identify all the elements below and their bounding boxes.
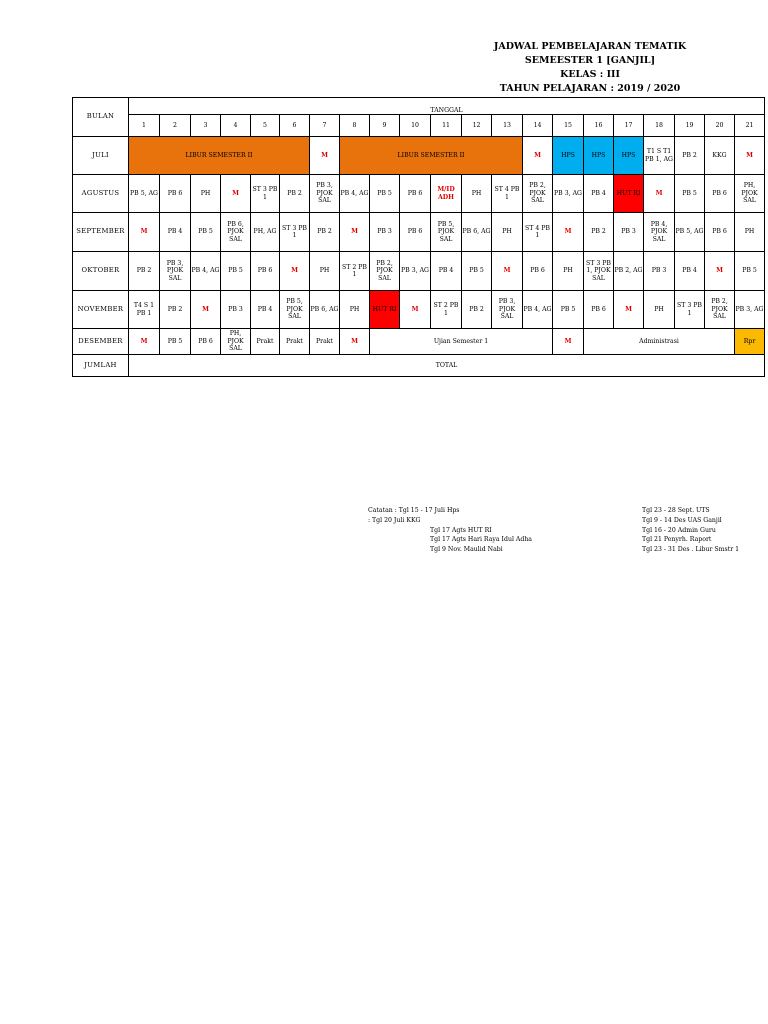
day-header: 6	[280, 115, 310, 137]
schedule-cell: PB 5	[191, 213, 221, 252]
schedule-cell: PB 6	[191, 329, 221, 355]
note-line: Tgl 17 Agts HUT RI	[430, 526, 492, 534]
month-label: DESEMBER	[73, 329, 129, 355]
schedule-cell: PH	[735, 213, 765, 252]
day-header: 7	[310, 115, 340, 137]
schedule-cell: Prakt	[310, 329, 340, 355]
schedule-cell: PB 4	[584, 175, 614, 213]
schedule-cell: PH	[191, 175, 221, 213]
schedule-cell: ST 3 PB 1	[280, 213, 310, 252]
header-tanggal: TANGGAL	[129, 98, 765, 115]
schedule-cell: M	[705, 252, 735, 291]
schedule-cell: PB 6	[160, 175, 191, 213]
schedule-cell: HUT RI	[614, 175, 644, 213]
note-line: Tgl 9 - 14 Des UAS Ganjil	[642, 516, 722, 524]
day-header: 18	[644, 115, 675, 137]
schedule-cell: PB 2	[462, 291, 492, 329]
schedule-cell: PB 5	[553, 291, 584, 329]
day-header: 19	[675, 115, 705, 137]
schedule-cell: PB 2, AG	[614, 252, 644, 291]
schedule-cell: PB 2	[160, 291, 191, 329]
schedule-cell: PB 6, PJOK SAL	[221, 213, 251, 252]
schedule-cell: HUT RI	[370, 291, 400, 329]
schedule-cell: ST 3 PB 1	[675, 291, 705, 329]
note-line: : Tgl 20 Juli KKG	[368, 516, 421, 524]
schedule-cell: PB 4	[431, 252, 462, 291]
schedule-cell: LIBUR SEMESTER II	[340, 137, 523, 175]
schedule-cell: PB 4, AG	[191, 252, 221, 291]
day-header: 4	[221, 115, 251, 137]
schedule-cell: PB 3	[644, 252, 675, 291]
schedule-cell: PB 3, AG	[553, 175, 584, 213]
schedule-cell: PB 6	[400, 213, 431, 252]
schedule-cell: PB 6	[584, 291, 614, 329]
schedule-cell: M	[191, 291, 221, 329]
schedule-cell: M	[129, 213, 160, 252]
schedule-cell: M	[280, 252, 310, 291]
schedule-cell: PB 5, PJOK SAL	[431, 213, 462, 252]
day-header: 11	[431, 115, 462, 137]
schedule-cell: PB 2	[675, 137, 705, 175]
table-row	[73, 291, 765, 329]
schedule-cell: ST 4 PB 1	[523, 213, 553, 252]
schedule-cell: ST 3 PB 1	[251, 175, 280, 213]
schedule-cell: PB 5	[160, 329, 191, 355]
schedule-cell: PB 2	[310, 213, 340, 252]
schedule-cell: M	[644, 175, 675, 213]
schedule-cell: M	[492, 252, 523, 291]
day-header: 10	[400, 115, 431, 137]
schedule-cell: PB 5	[221, 252, 251, 291]
schedule-cell: Prakt	[280, 329, 310, 355]
title-line-2: SEMEESTER 1 [GANJIL]	[524, 55, 656, 66]
day-header: 5	[251, 115, 280, 137]
table-row	[73, 213, 765, 252]
schedule-cell: PB 5, AG	[129, 175, 160, 213]
schedule-cell: Ujian Semester 1	[370, 329, 553, 355]
schedule-cell: PH, PJOK SAL	[735, 175, 765, 213]
schedule-cell: PB 3, PJOK SAL	[492, 291, 523, 329]
month-label: AGUSTUS	[73, 175, 129, 213]
schedule-cell: PB 6	[400, 175, 431, 213]
schedule-cell: PB 3	[614, 213, 644, 252]
schedule-cell: PB 2	[584, 213, 614, 252]
schedule-cell: M	[553, 213, 584, 252]
schedule-cell: PB 6, AG	[310, 291, 340, 329]
schedule-cell: PB 4	[160, 213, 191, 252]
schedule-cell: PB 4, AG	[340, 175, 370, 213]
schedule-cell: T1 S T1 PB 1, AG	[644, 137, 675, 175]
schedule-cell: M	[614, 291, 644, 329]
schedule-cell: PB 4	[675, 252, 705, 291]
schedule-cell: PB 3, PJOK SAL	[310, 175, 340, 213]
schedule-cell: PB 5	[370, 175, 400, 213]
day-header: 17	[614, 115, 644, 137]
title-line-4: TAHUN PELAJARAN : 2019 / 2020	[499, 83, 681, 94]
schedule-cell: PB 3, AG	[735, 291, 765, 329]
day-header: 8	[340, 115, 370, 137]
day-header: 2	[160, 115, 191, 137]
schedule-cell: PB 4, PJOK SAL	[644, 213, 675, 252]
schedule-cell: PB 3	[221, 291, 251, 329]
schedule-cell: HPS	[584, 137, 614, 175]
note-line: Catatan : Tgl 15 - 17 Juli Hps	[368, 507, 460, 514]
schedule-cell: LIBUR SEMESTER II	[129, 137, 310, 175]
schedule-cell: T4 S 1 PB 1	[129, 291, 160, 329]
note-line: Tgl 16 - 20 Admin Guru	[642, 526, 716, 534]
schedule-cell: PH	[492, 213, 523, 252]
day-header: 21	[735, 115, 765, 137]
schedule-cell: PB 3	[370, 213, 400, 252]
schedule-cell: PB 5	[675, 175, 705, 213]
note-line: Tgl 21 Penyrh. Raport	[642, 536, 712, 544]
schedule-cell: M	[129, 329, 160, 355]
day-header: 20	[705, 115, 735, 137]
schedule-cell: PB 5	[462, 252, 492, 291]
schedule-cell: PH	[553, 252, 584, 291]
schedule-cell: PB 6	[251, 252, 280, 291]
schedule-cell: PB 2	[129, 252, 160, 291]
schedule-cell: PB 2, PJOK SAL	[370, 252, 400, 291]
schedule-cell: ST 2 PB 1	[340, 252, 370, 291]
table-row	[73, 329, 765, 355]
schedule-cell: Prakt	[251, 329, 280, 355]
month-label: JULI	[73, 137, 129, 175]
schedule-cell: PH, PJOK SAL	[221, 329, 251, 355]
total-cell: TOTAL	[129, 355, 765, 377]
schedule-cell: PB 4	[251, 291, 280, 329]
table-row	[73, 175, 765, 213]
month-label: NOVEMBER	[73, 291, 129, 329]
day-header: 9	[370, 115, 400, 137]
table-row	[73, 252, 765, 291]
schedule-cell: ST 4 PB 1	[492, 175, 523, 213]
title-line-3: KELAS : III	[560, 69, 620, 80]
schedule-cell: PB 2, PJOK SAL	[705, 291, 735, 329]
schedule-cell: PB 5, PJOK SAL	[280, 291, 310, 329]
schedule-cell: PB 5, AG	[675, 213, 705, 252]
schedule-cell: M	[340, 329, 370, 355]
jumlah-label: JUMLAH	[73, 355, 129, 377]
schedule-cell: HPS	[614, 137, 644, 175]
schedule-cell: ST 3 PB 1, PJOK SAL	[584, 252, 614, 291]
schedule-cell: PH	[644, 291, 675, 329]
note-line: Tgl 23 - 31 Des . Libur Smstr 1	[642, 546, 740, 554]
day-header: 12	[462, 115, 492, 137]
schedule-cell: M	[221, 175, 251, 213]
day-header: 15	[553, 115, 584, 137]
day-header: 1	[129, 115, 160, 137]
schedule-cell: M	[553, 329, 584, 355]
schedule-cell: KKG	[705, 137, 735, 175]
schedule-cell: M	[735, 137, 765, 175]
table-row	[73, 137, 765, 175]
header-bulan: BULAN	[73, 98, 129, 137]
schedule-cell: PB 4, AG	[523, 291, 553, 329]
notes-right	[642, 506, 739, 555]
note-line: Tgl 23 - 28 Sept. UTS	[642, 507, 710, 514]
day-header: 14	[523, 115, 553, 137]
schedule-cell: M	[523, 137, 553, 175]
schedule-cell: HPS	[553, 137, 584, 175]
schedule-cell: M	[400, 291, 431, 329]
schedule-table	[72, 97, 765, 377]
schedule-cell: PB 6	[705, 175, 735, 213]
schedule-cell: PB 2	[280, 175, 310, 213]
schedule-cell: M	[310, 137, 340, 175]
schedule-cell: Administrasi	[584, 329, 735, 355]
note-line: Tgl 17 Agts Hari Raya Idul Adha	[430, 536, 533, 544]
day-header: 16	[584, 115, 614, 137]
day-header: 13	[492, 115, 523, 137]
schedule-cell: PB 3, PJOK SAL	[160, 252, 191, 291]
schedule-cell: PH	[310, 252, 340, 291]
schedule-cell: PB 2, PJOK SAL	[523, 175, 553, 213]
schedule-cell: ST 2 PB 1	[431, 291, 462, 329]
schedule-cell: M/ID ADH	[431, 175, 462, 213]
schedule-cell: PH	[340, 291, 370, 329]
schedule-cell: Rpr	[735, 329, 765, 355]
day-header: 3	[191, 115, 221, 137]
note-line: Tgl 9 Nov. Maulid Nabi	[430, 546, 503, 554]
notes-left	[368, 506, 532, 555]
schedule-cell: M	[340, 213, 370, 252]
month-label: OKTOBER	[73, 252, 129, 291]
schedule-cell: PB 6, AG	[462, 213, 492, 252]
schedule-cell: PB 6	[705, 213, 735, 252]
schedule-cell: PB 3, AG	[400, 252, 431, 291]
schedule-cell: PH	[462, 175, 492, 213]
title-line-1: JADWAL PEMBELAJARAN TEMATIK	[493, 41, 687, 52]
schedule-cell: PH, AG	[251, 213, 280, 252]
month-label: SEPTEMBER	[73, 213, 129, 252]
schedule-cell: PB 5	[735, 252, 765, 291]
schedule-cell: PB 6	[523, 252, 553, 291]
